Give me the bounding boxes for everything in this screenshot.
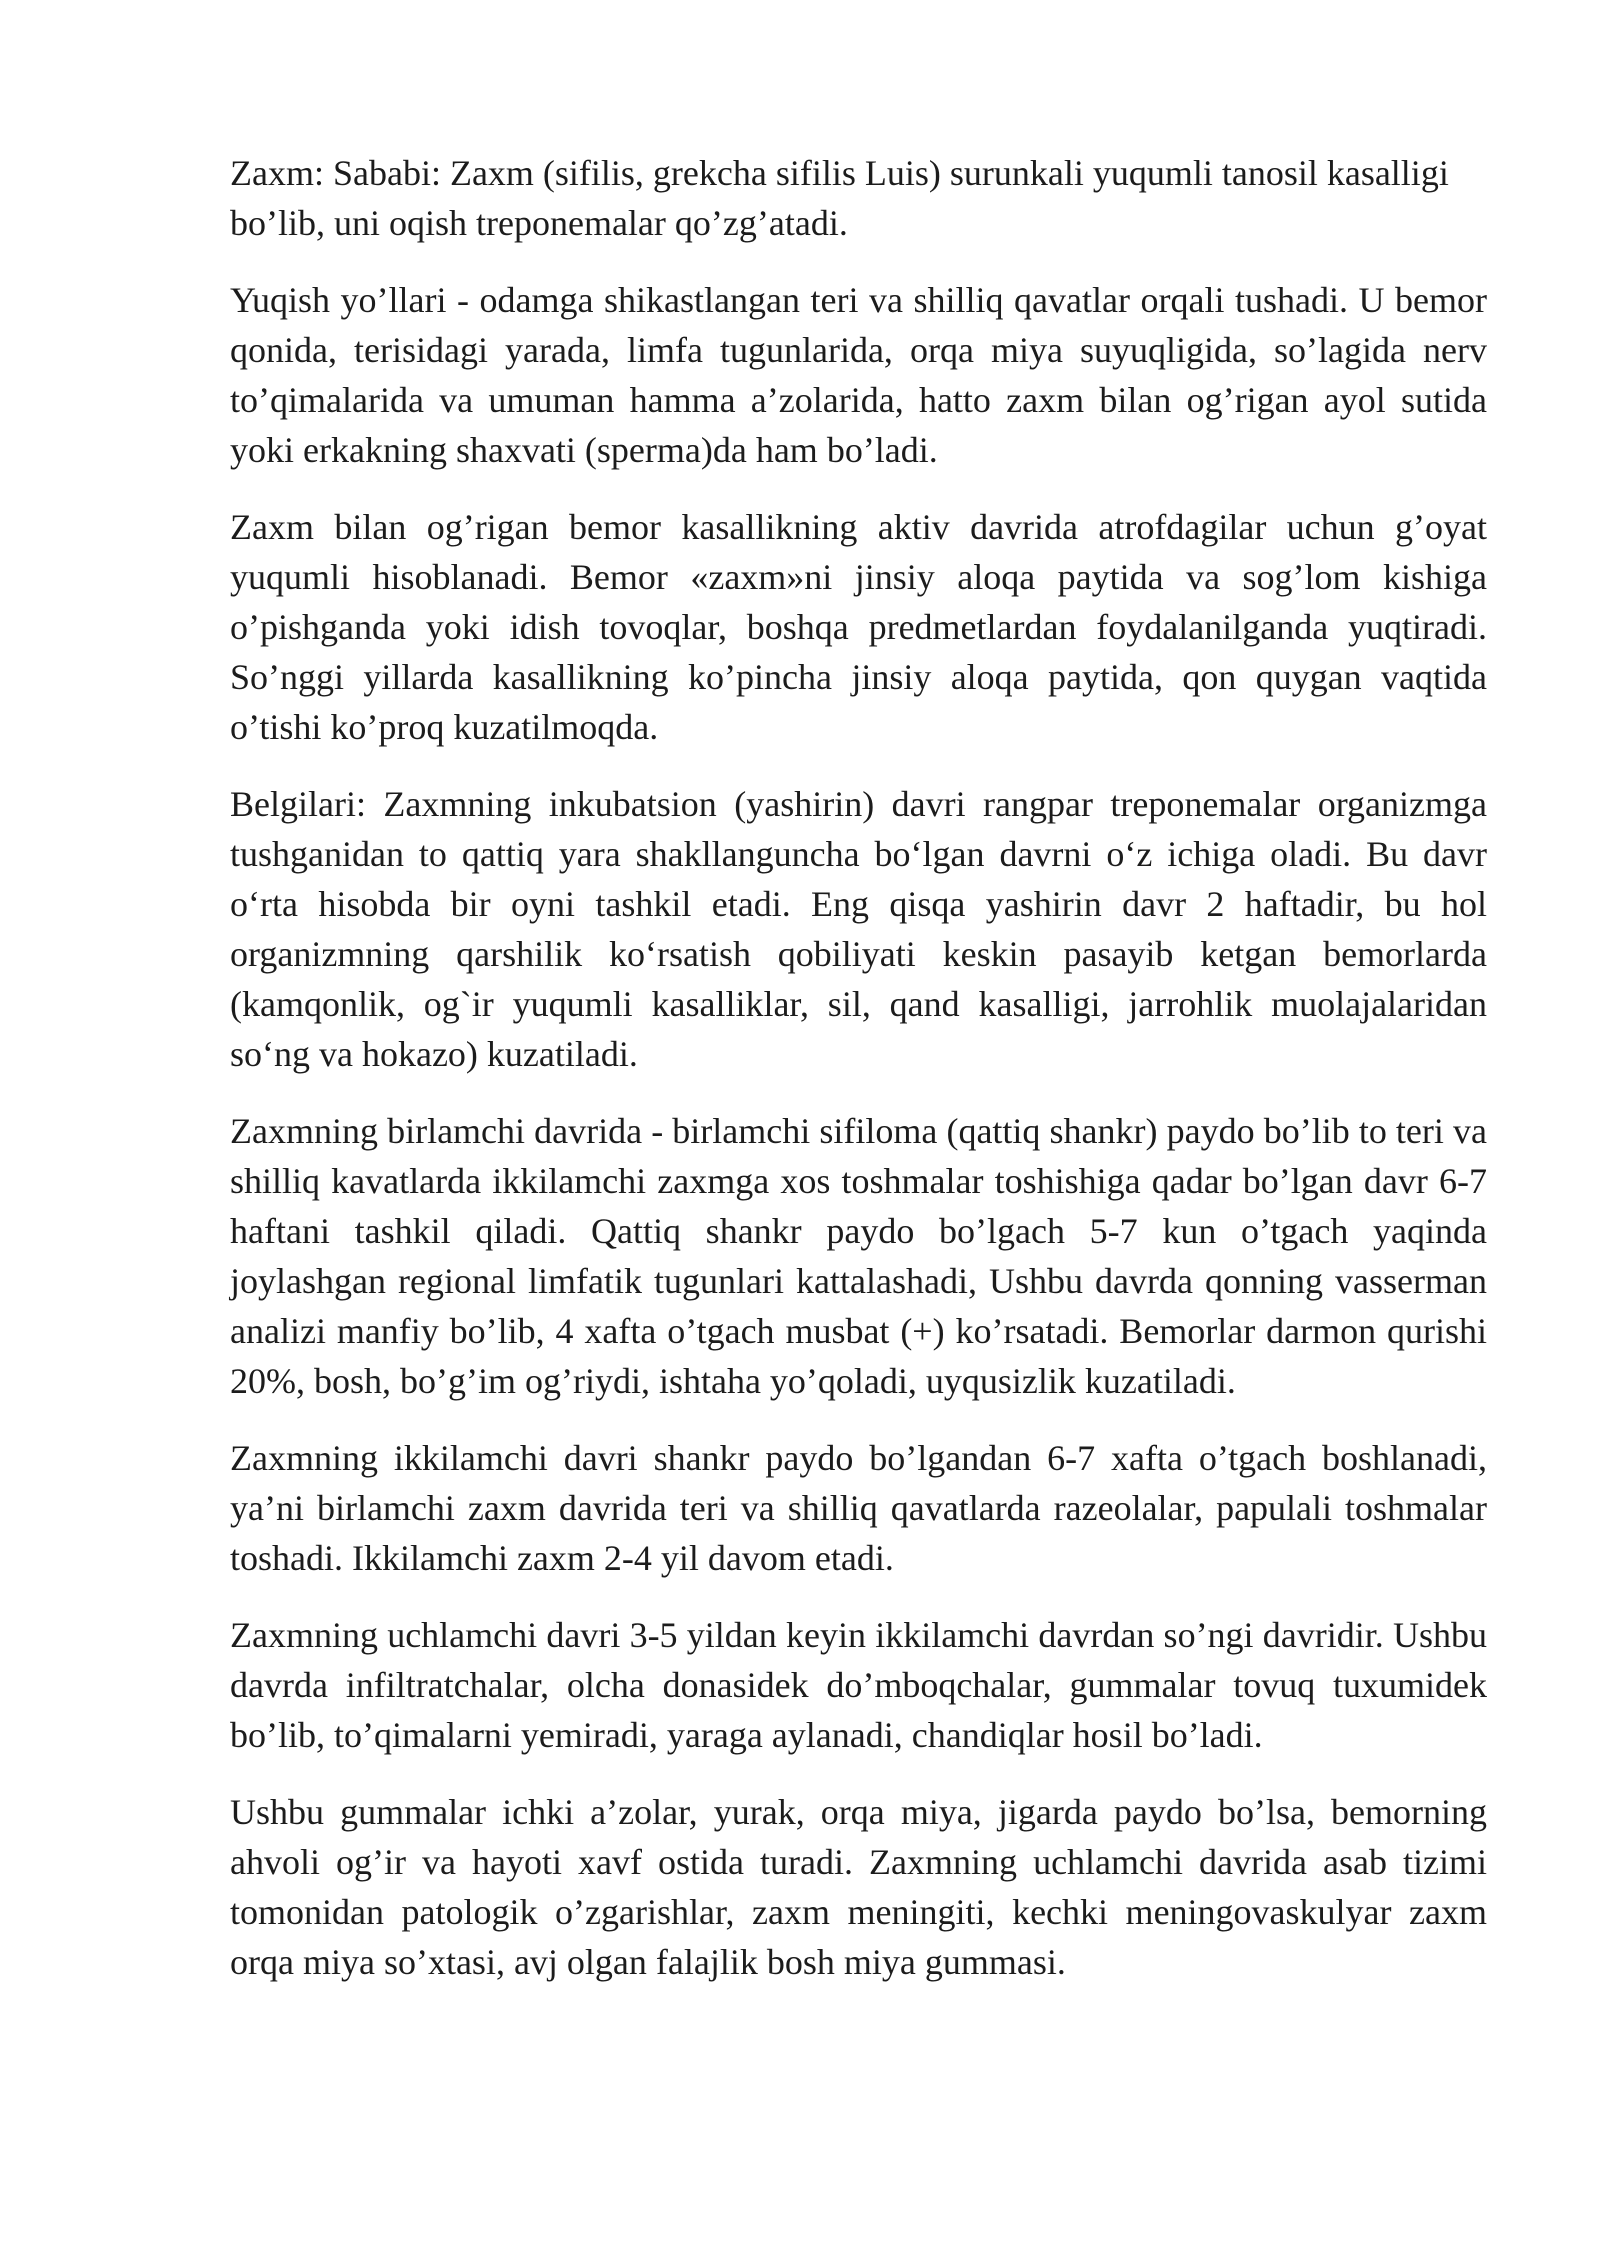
paragraph-symptoms: Belgilari: Zaxmning inkubatsion (yashirin) davri rangpar treponemalar organizmga tushganidan to qattiq yara shakllanguncha bo‘lgan davrni o‘z ichiga oladi. Bu davr o‘rta hisobda bir oyni tashkil etadi. Eng qisqa yashirin davr 2 haftadir, bu hol organizmning qarshilik ko‘rsatish qobiliyati keskin pasayib ketgan bemorlarda (kamqonlik, og`ir yuqumli kasalliklar, sil, qand kasalligi, jarrohlik muolajalaridan so‘ng va hokazo) kuzatiladi.	[230, 784, 1487, 1074]
document-page	[230, 148, 1487, 2014]
paragraph-contagiousness: Zaxm bilan og’rigan bemor kasallikning aktiv davrida atrofdagilar uchun g’oyat yuqumli hisoblanadi. Bemor «zaxm»ni jinsiy aloqa paytida va sog’lom kishiga o’pishganda yoki idish tovoqlar, boshqa predmetlardan foydalanilganda yuqtiradi. So’nggi yillarda kasallikning ko’pincha jinsiy aloqa paytida, qon quygan vaqtida o’tishi ko’proq kuzatilmoqda.	[230, 507, 1487, 747]
paragraph-primary-stage: Zaxmning birlamchi davrida - birlamchi sifiloma (qattiq shankr) paydo bo’lib to teri va shilliq kavatlarda ikkilamchi zaxmga xos toshmalar toshishiga qadar bo’lgan davr 6-7 haftani tashkil qiladi. Qattiq shankr paydo bo’lgach 5-7 kun o’tgach yaqinda joylashgan regional limfatik tugunlari kattalashadi, Ushbu davrda qonning vasserman analizi manfiy bo’lib, 4 xafta o’tgach musbat (+) ko’rsatadi. Bemorlar darmon qurishi 20%, bosh, bo’g’im og’riydi, ishtaha yo’qoladi, uyqusizlik kuzatiladi.	[230, 1111, 1487, 1401]
paragraph-secondary-stage: Zaxmning ikkilamchi davri shankr paydo bo’lgandan 6-7 xafta o’tgach boshlanadi, ya’ni birlamchi zaxm davrida teri va shilliq qavatlarda razeolalar, papulali toshmalar toshadi. Ikkilamchi zaxm 2-4 yil davom etadi.	[230, 1438, 1487, 1578]
paragraph-tertiary-stage: Zaxmning uchlamchi davri 3-5 yildan keyin ikkilamchi davrdan so’ngi davridir. Ushbu davrda infiltratchalar, olcha donasidek do’mboqchalar, gummalar tovuq tuxumidek bo’lib, to’qimalarni yemiradi, yaraga aylanadi, chandiqlar hosil bo’ladi.	[230, 1615, 1487, 1755]
paragraph-transmission-routes: Yuqish yo’llari - odamga shikastlangan teri va shilliq qavatlar orqali tushadi. U bemor qonida, terisidagi yarada, limfa tugunlarida, orqa miya suyuqligida, so’lagida nerv to’qimalarida va umuman hamma a’zolarida, hatto zaxm bilan og’rigan ayol sutida yoki erkakning shaxvati (sperma)da ham bo’ladi.	[230, 280, 1487, 470]
paragraph-gumma-complications: Ushbu gummalar ichki a’zolar, yurak, orqa miya, jigarda paydo bo’lsa, bemorning ahvoli og’ir va hayoti xavf ostida turadi. Zaxmning uchlamchi davrida asab tizimi tomonidan patologik o’zgarishlar, zaxm meningiti, kechki meningovaskulyar zaxm orqa miya so’xtasi, avj olgan falajlik bosh miya gummasi.	[230, 1792, 1487, 1982]
paragraph-definition: Zaxm: Sababi: Zaxm (sifilis, grekcha sifilis Luis) surunkali yuqumli tanosil kasalligi bo’lib, uni oqish treponemalar qo’zg’atadi.	[230, 153, 1449, 243]
